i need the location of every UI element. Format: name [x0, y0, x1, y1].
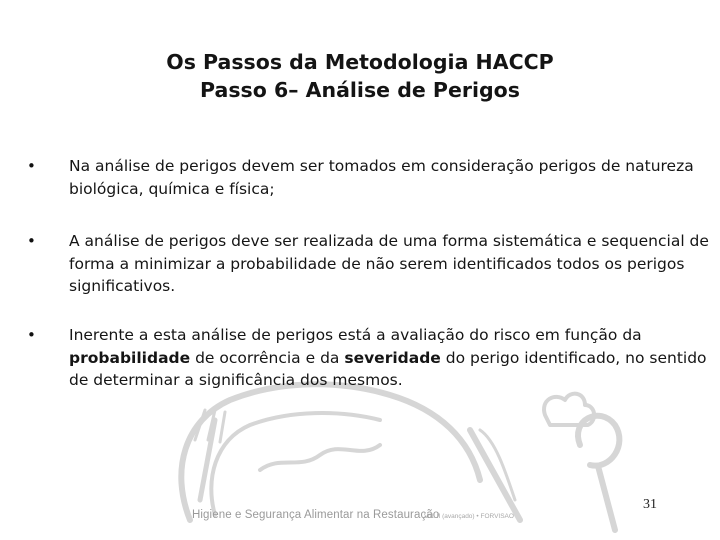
bullet-text-segment: de ocorrência e da: [190, 348, 345, 367]
bullet-marker: •: [27, 326, 36, 344]
bullet-marker: •: [27, 232, 36, 250]
bullet-text: A análise de perigos deve ser realizada de uma forma sistemática e sequencial de forma a minimizar a probabilidade de não serem identificados todos os perigos significativos.: [69, 232, 709, 295]
emphasis-severidade: severidade: [344, 348, 441, 367]
emphasis-probabilidade: probabilidade: [69, 348, 191, 367]
footer-subtitle: Vol. II (avançado) • FORVISAO: [424, 513, 514, 520]
bullet-text: Na análise de perigos devem ser tomados em consideração perigos de natureza biológica, química e física;: [69, 157, 694, 198]
page-number: 31: [643, 497, 657, 512]
page-title: Os Passos da Metodologia HACCP: [166, 50, 554, 74]
bullet-text-segment: do perigo identificado, no sentido de determinar a significância dos mesmos.: [69, 348, 707, 389]
bullet-marker: •: [27, 157, 36, 175]
bullet-text-segment: Inerente a esta análise de perigos está a avaliação do risco em função da: [69, 326, 642, 344]
page-subtitle: Passo 6– Análise de Perigos: [200, 78, 520, 102]
bullet-text: [69, 324, 709, 392]
footer-title: Higiene e Segurança Alimentar na Restauração: [192, 509, 440, 521]
